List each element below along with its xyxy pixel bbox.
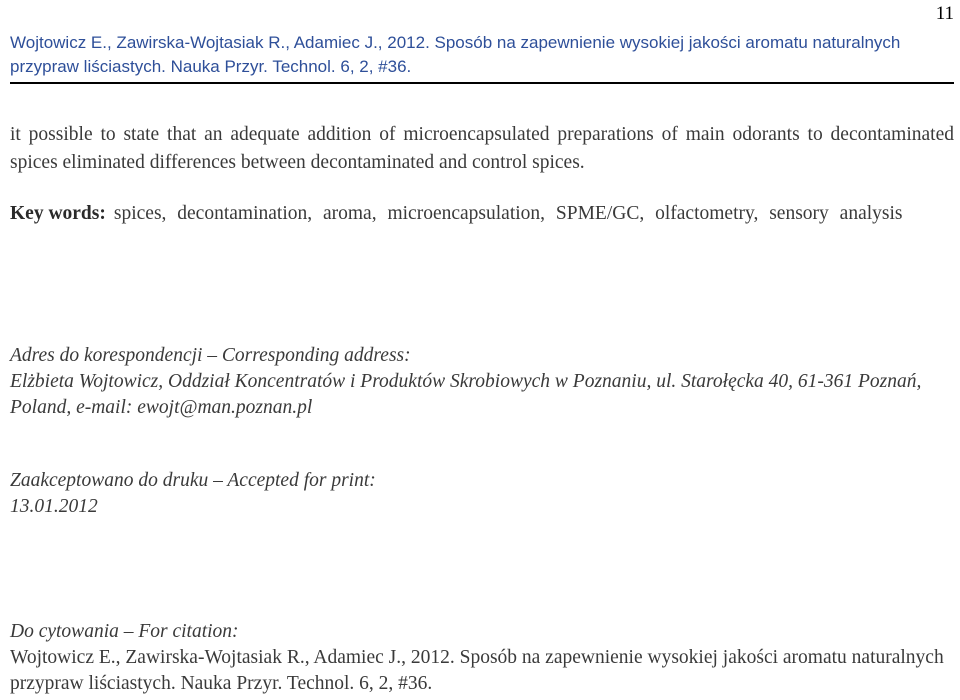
- keywords-text: spices, decontamination, aroma, microencapsulation, SPME/GC, olfactometry, sensory analysis: [113, 203, 903, 224]
- correspondence-section: [10, 343, 954, 421]
- keywords-section: [10, 200, 954, 228]
- running-header: Wojtowicz E., Zawirska-Wojtasiak R., Adamiec J., 2012. Sposób na zapewnienie wysokiej jakości aromatu naturalnych przypraw liściastych. Nauka Przyr. Technol. 6, 2, #36.: [10, 33, 901, 76]
- abstract-end: it possible to state that an adequate addition of microencapsulated preparations of main odorants to decontaminated spices eliminated differences between decontaminated and control spices.: [10, 124, 954, 173]
- header-rule: [10, 82, 954, 84]
- keywords-label: Key words:: [10, 203, 106, 224]
- citation-section: [10, 619, 954, 697]
- citation-heading: Do cytowania – For citation:: [10, 621, 239, 642]
- accepted-date: 13.01.2012: [10, 496, 98, 517]
- correspondence-heading: Adres do korespondencji – Corresponding address:: [10, 345, 411, 366]
- citation-text: Wojtowicz E., Zawirska-Wojtasiak R., Adamiec J., 2012. Sposób na zapewnienie wysokiej jakości aromatu naturalnych przypraw liściastych. Nauka Przyr. Technol. 6, 2, #36.: [10, 647, 944, 694]
- accepted-section: [10, 468, 954, 520]
- accepted-heading: Zaakceptowano do druku – Accepted for print:: [10, 470, 376, 491]
- page-number: 11: [935, 3, 954, 24]
- correspondence-address: Elżbieta Wojtowicz, Oddział Koncentratów i Produktów Skrobiowych w Poznaniu, ul. Starołęcka 40, 61-361 Poznań, Poland, e-mail: ewojt@man.poznan.pl: [10, 371, 922, 418]
